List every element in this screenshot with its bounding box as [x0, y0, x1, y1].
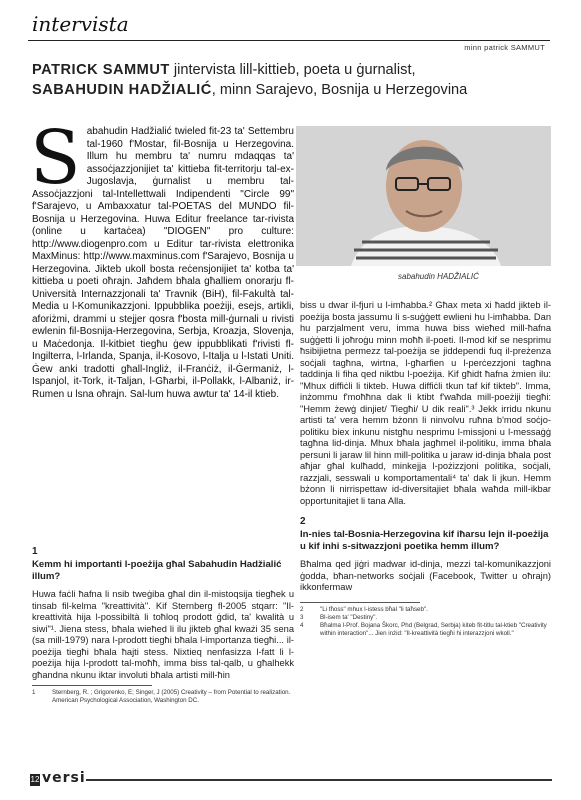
section-title: intervista [32, 12, 129, 36]
answer-1: Huwa faċli ħafna li nsib tweġiba għal din il-mistoqsija tiegħek u tinsab fil-kelma "kreattività". Kif Sternberg fl-2005 stqarr: "Il-kreattività hija l-possibiltà li toħloq prodott ġdid, ta' kwalità u siwi"¹. Jiena stess, bħala wieħed li ilu jikteb għal kważi 35 sena (sa mill-1979) nara l-prodott tiegħi bħala l-importanza tiegħi... il-poeżija tiegħi bħala ħajti stess. Nixtieq nenfasizza l-fatt li l-poeżija hija l-prodott tal-moħħ, imma biss tal-qalb, u għalhekk għandna nkunu iktar involuti bħala artisti mill-ħin [32, 589, 294, 680]
page-number: 12 [30, 775, 40, 784]
answer-1-continued: biss u dwar il-fjuri u l-imħabba.² Għax meta xi ħadd jikteb il-poeżija bosta jassumu li s-suġġett ewlieni hu l-imħabba. Dan hu parzjalment veru, imma huwa biss wieħed mill-ħafna suġġetti li joħroġu minn moħħ il-poeti. Il-mod kif se nesprimu ħsibijietna permezz tal-poeżija se jiddependi fuq il-preżenza soċjali tagħna, wirtna, l-għarfien u l-perċezzjoni tagħna taddinja li fiha qed niktbu l-poeżija. Kif għidt ħafna żmien ilu: "Mhux diffiċli li tikteb. Huwa diffiċli tkun taf kif tikteb". Imma, inżommu f'moħħna dak li ktibt f'waħda mill-poeżiji tiegħi: "Hemm żewġ dinjiet/ Tiegħi/ U dik reali".³ Jekk irridu nkunu artisti ta' vera hemm bżonn li ninvolvu ruħna b'mod soċjo-politiku biex inkunu nistgħu nesprimu l-missjoni u l-messaġġ tagħna lid-dinja. Mhux bħala jagħmel il-politiku, imma bħala persuni li jaraw lil hinn mill-politika u jaraw id-dinja bħala post aħjar għal kulħadd, minkejja l-pożizzjoni politika, soċjali, razzjali, sesswali u komportamentali⁴ ta' dak li jkun. Hemm bżonn li nirrispettaw id-diversitajiet bħala waħda mill-ikbar opportunitajiet li tana Alla. [300, 300, 551, 506]
footnote-rule-right [300, 602, 420, 603]
footer-rule [86, 779, 552, 781]
footnote-1-number: 1 [32, 689, 36, 696]
answer-2: Bħalma qed jiġri madwar id-dinja, mezzi tal-komunikazzjoni ġodda, bħan-networks soċjali (Facebook, Twitter u oħrajn) ikkonfermaw [300, 559, 551, 592]
footnote-4 [300, 622, 551, 638]
headline-subject: SABAHUDIN HADŽIALIĆ [32, 82, 212, 98]
magazine-logo: versi [42, 770, 86, 786]
footnote-1-text: Sternberg, R. ; Grigorenko, E; Singer, J (2005) Creativity – from Potential to realization. American Psychological Association, Washington DC. [52, 689, 291, 704]
drop-cap: S [30, 115, 81, 201]
footnote-rule [32, 685, 152, 686]
portrait-image [296, 126, 551, 266]
header-rule [28, 40, 550, 41]
portrait-photo [296, 126, 551, 266]
question-1-number: 1 [32, 546, 38, 557]
byline: minn patrick SAMMUT [464, 43, 545, 52]
headline [32, 60, 550, 100]
question-2: In-nies tal-Bosnia-Herzegovina kif iħarsu lejn il-poeżija u kif inhi s-sitwazzjoni poetika hemm illum? [300, 529, 549, 552]
intro-text: abahudin Hadžialić twieled fit-23 ta' Settembru tal-1960 f'Mostar, fil-Bosnija u Herzegovina. Illum hu membru ta' numru mdaqqas ta' assoċjazzjonijiet ta' kittieba fit-territorju tal-ex-Jugoslavja, ġurnalist u membru tal-Assoċjazzjoni tal-Intellettwali Indipendenti "Circle 99" f'Sarajevo, u Ambaxxatur tal-POETAS del MUNDO fil-Bosnija u Herzegovina. Huwa Editur freelance tar-rivista (online u kartaċea) "DIOGEN" pro culture: http://www.diogenpro.com u Editur tar-rivista elettronika MaxMinus: http://www.maxminus.com f'Sarajevo, Bosnija u Herzegovina. Jikteb ukoll bosta reċensjonijiet ta' kotba ta' kittieba u poeti oħrajn. Jaħdem bħala għalliem onorarju fl-Università Internazzjonali ta' Travnik (BiH), fil-Fakultà tal-Media u l-Komunikazzjoni. Ippubblika poeżiji, esejs, artikli, aforiżmi, drammi u stejjer qosra f'bosta mill-ġurnali u rivisti ewlenin fil-Bosnija-Herzegovina, Serbja, Kroazja, Slovenja, u Maċedonja. Il-kitbiet tiegħu ġew ippubblikati f'rivisti fl-Ingilterra, l-Irlanda, Spanja, il-Kosovo, l-Italja u l-Istati Uniti. Ġew anki tradotti għall-Ingliż, il-Franċiż, il-Ġermaniż, l-Ispanjol, it-Tork, it-Taljan, l-Għarbi, il-Pollakk, l-Albaniż, ir-Rumen u lsna oħrajn. Sal-lum huwa awtur ta' 14-il ktieb. [32, 126, 294, 400]
photo-caption: sabahudin HADŽIALIĆ [398, 272, 479, 281]
headline-part2: , minn Sarajevo, Bosnija u Herzegovina [211, 82, 468, 98]
footnote-1 [32, 689, 294, 705]
footnote-4-text: Bħalma l-Prof. Bojana Škorc, Phd (Belgrad, Serbja) kiteb fit-titlu tal-ktieb "Creativity within interaction"... Jien inżid: "Il-kreattività tiegħi hi interazzjoni wkoll." [320, 621, 547, 637]
footnote-4-number: 4 [300, 621, 304, 629]
column-left [32, 546, 294, 705]
footnote-3 [300, 614, 551, 622]
footnote-3-number: 3 [300, 613, 304, 621]
footnote-2-text: "Li tħoss" mhux l-istess bħal "li taħseb". [320, 605, 428, 613]
intro-paragraph [30, 115, 294, 401]
headline-author: PATRICK SAMMUT [32, 62, 170, 78]
question-2-number: 2 [300, 516, 306, 527]
headline-part1: jintervista lill-kittieb, poeta u ġurnalist, [169, 62, 416, 78]
question-1: Kemm hi importanti l-poeżija għal Sabahudin Hadžialić illum? [32, 559, 282, 582]
footnote-2 [300, 606, 551, 614]
column-right [300, 300, 551, 638]
footnote-3-text: Bl-isem ta' "Destiny". [320, 613, 378, 621]
footnote-2-number: 2 [300, 605, 304, 613]
